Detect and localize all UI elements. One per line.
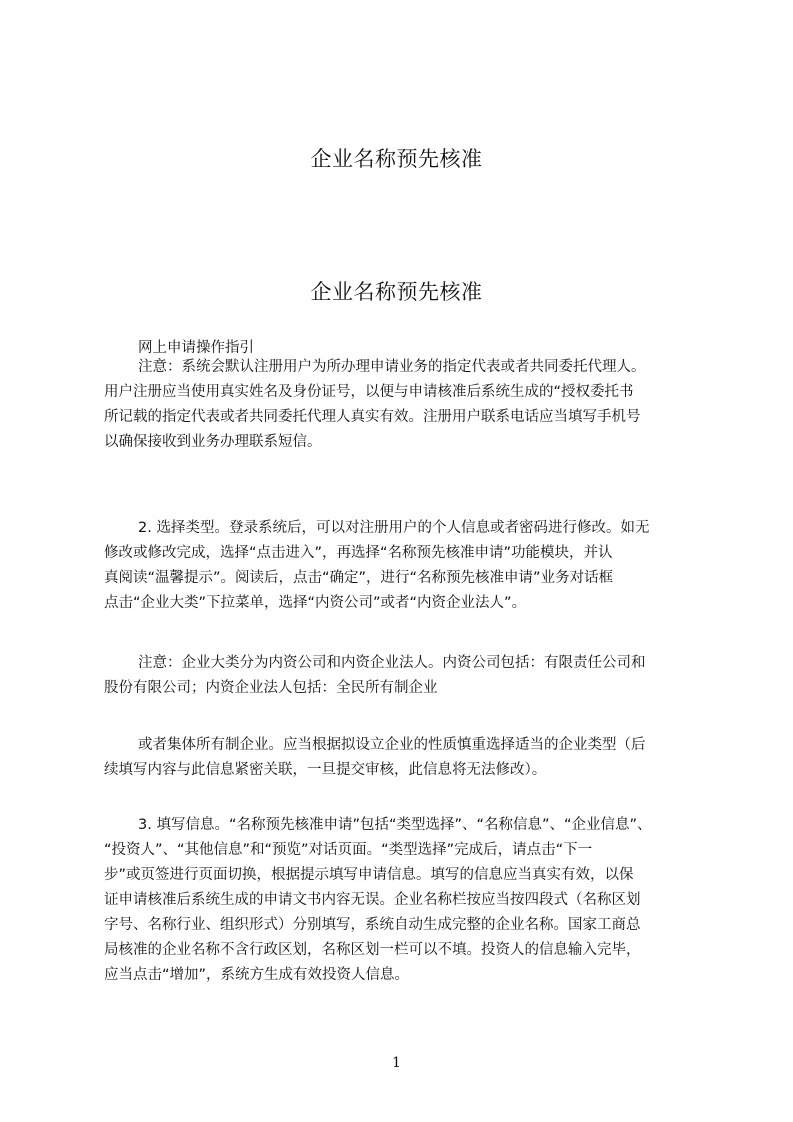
paragraph-line: “投资人”、“其他信息”和“预览”对话页面。“类型选择”完成后，请点击“下一 bbox=[104, 842, 593, 858]
paragraph-collective-ownership bbox=[104, 733, 704, 783]
paragraph-line: 3. 填写信息。“名称预先核准申请”包括“类型选择”、“名称信息”、“企业信息”、 bbox=[138, 817, 652, 833]
paragraph-line: 注意：系统会默认注册用户为所办理申请业务的指定代表或者共同委托代理人。 bbox=[138, 359, 646, 375]
paragraph-line: 所记载的指定代表或者共同委托代理人真实有效。注册用户联系电话应当填写手机号 bbox=[104, 409, 641, 425]
paragraph-line: 以确保接收到业务办理联系短信。 bbox=[104, 434, 322, 450]
paragraph-line: 真阅读“温馨提示”。阅读后，点击“确定”，进行“名称预先核准申请”业务对话框 bbox=[104, 570, 614, 586]
paragraph-line: 字号、名称行业、组织形式）分别填写，系统自动生成完整的企业名称。国家工商总 bbox=[104, 917, 641, 933]
paragraph-notice-registration bbox=[104, 355, 704, 455]
paragraph-line: 2. 选择类型。登录系统后，可以对注册用户的个人信息或者密码进行修改。如无 bbox=[138, 520, 650, 536]
paragraph-line: 续填写内容与此信息紧密关联，一旦提交审核，此信息将无法修改）。 bbox=[104, 762, 547, 778]
paragraph-line: 证申请核准后系统生成的申请文书内容无误。企业名称栏按应当按四段式（名称区划 bbox=[104, 892, 641, 908]
paragraph-line: 注意：企业大类分为内资公司和内资企业法人。内资公司包括：有限责任公司和 bbox=[138, 655, 646, 671]
paragraph-line: 步”或页签进行页面切换，根据提示填写申请信息。填写的信息应当真实有效，以保 bbox=[104, 867, 634, 883]
paragraph-line: 局核准的企业名称不含行政区划，名称区划一栏可以不填。投资人的信息输入完毕， bbox=[104, 942, 641, 958]
paragraph-line: 用户注册应当使用真实姓名及身份证号，以便与申请核准后系统生成的“授权委托书 bbox=[104, 384, 634, 400]
paragraph-line: 修改或修改完成，选择“点击进入”，再选择“名称预先核准申请”功能模块，并认 bbox=[104, 545, 613, 561]
page-number: 1 bbox=[392, 1055, 401, 1071]
paragraph-line: 点击“企业大类”下拉菜单，选择“内资公司”或者“内资企业法人”。 bbox=[104, 595, 527, 611]
paragraph-line: 或者集体所有制企业。应当根据拟设立企业的性质慎重选择适当的企业类型（后 bbox=[138, 737, 646, 753]
document-title-top: 企业名称预先核准 bbox=[310, 147, 483, 171]
document-title-main: 企业名称预先核准 bbox=[310, 280, 483, 304]
paragraph-select-type bbox=[104, 516, 704, 616]
paragraph-line: 股份有限公司；内资企业法人包括：全民所有制企业 bbox=[104, 680, 438, 696]
paragraph-fill-information bbox=[104, 813, 704, 988]
paragraph-notice-enterprise-category bbox=[104, 651, 704, 701]
paragraph-line: 应当点击“增加”，系统方生成有效投资人信息。 bbox=[104, 967, 410, 983]
section-subheading: 网上申请操作指引 bbox=[138, 340, 254, 356]
